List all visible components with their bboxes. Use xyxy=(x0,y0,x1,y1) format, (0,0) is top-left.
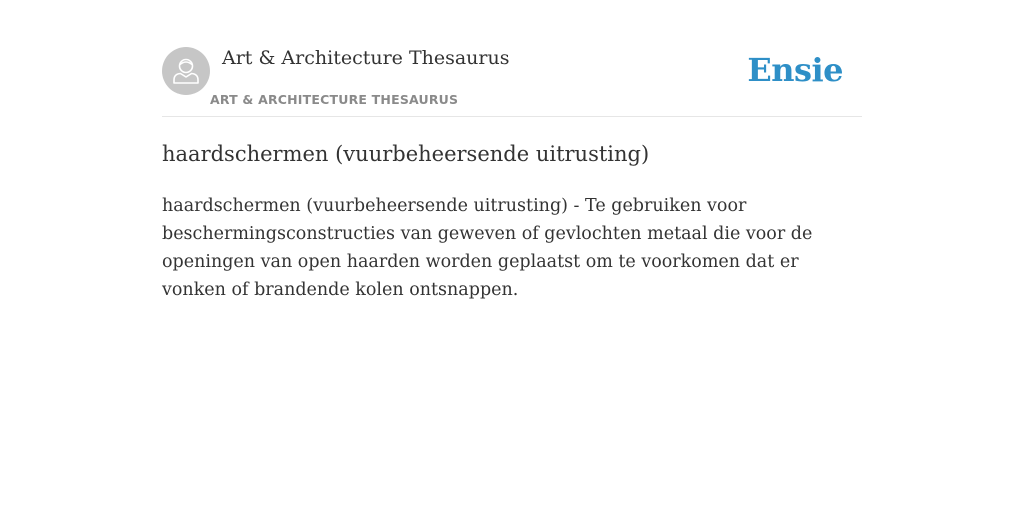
user-icon xyxy=(162,47,210,95)
definition-text: haardschermen (vuurbeheersende uitrusting) - Te gebruiken voor beschermingsconstructies van geweven of gevlochten metaal die voor de openingen van open haarden worden geplaatst om te voorkomen dat er vonken of brandende kolen ontsnappen. xyxy=(162,196,813,300)
brand-logo[interactable]: Ensie xyxy=(747,51,843,89)
page-title: haardschermen (vuurbeheersende uitrusting) xyxy=(162,142,650,166)
header xyxy=(162,0,862,117)
author-name[interactable]: Art & Architecture Thesaurus xyxy=(222,47,510,69)
author-subtitle[interactable]: ART & ARCHITECTURE THESAURUS xyxy=(210,92,459,107)
avatar[interactable] xyxy=(162,47,210,95)
